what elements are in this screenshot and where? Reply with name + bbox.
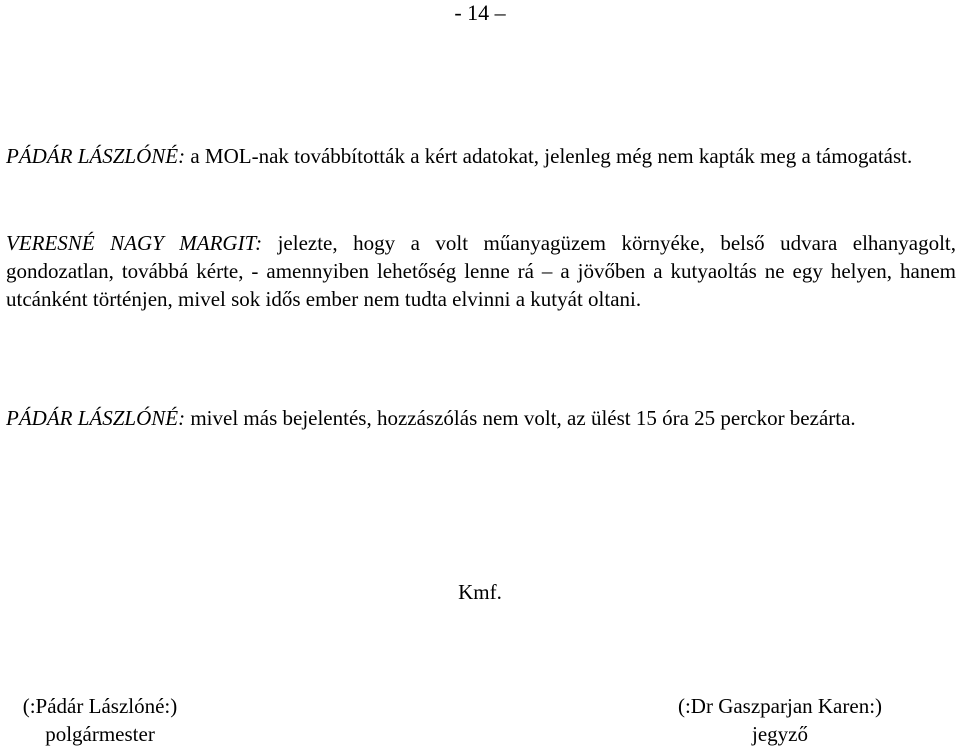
page-number: - 14 – <box>454 0 506 25</box>
signature-block-mayor <box>2 692 198 748</box>
paragraph-text: mivel más bejelentés, hozzászólás nem volt, az ülést 15 óra 25 perckor bezárta. <box>185 406 856 430</box>
paragraph-mol-support <box>6 142 956 170</box>
paragraph-meeting-close <box>6 404 956 432</box>
paragraph-dog-vaccination <box>6 229 956 313</box>
signature-name: (:Dr Gaszparjan Karen:) <box>677 694 883 718</box>
speaker-name: VERESNÉ NAGY MARGIT: <box>6 231 263 255</box>
paragraph-text: jelezte, hogy a volt műanyagüzem környéke, belső udvara elhanyagolt, gondozatlan, továbbá kérte, - amennyiben lehetőség lenne rá – a jövőben a kutyaoltás ne egy helyen, hanem utcánként történjen, mivel sok idős ember nem tudta elvinni a kutyát oltani. <box>6 231 956 311</box>
signature-title: jegyző <box>752 722 808 746</box>
speaker-name: PÁDÁR LÁSZLÓNÉ: <box>6 144 186 168</box>
closing-kmf: Kmf. <box>458 580 502 604</box>
signature-block-notary <box>660 692 900 748</box>
paragraph-text: a MOL-nak továbbították a kért adatokat, jelenleg még nem kapták meg a támogatást. <box>185 144 913 168</box>
signature-name: (:Pádár Lászlóné:) <box>22 694 178 718</box>
speaker-name: PÁDÁR LÁSZLÓNÉ: <box>6 406 186 430</box>
signature-title: polgármester <box>45 722 155 746</box>
